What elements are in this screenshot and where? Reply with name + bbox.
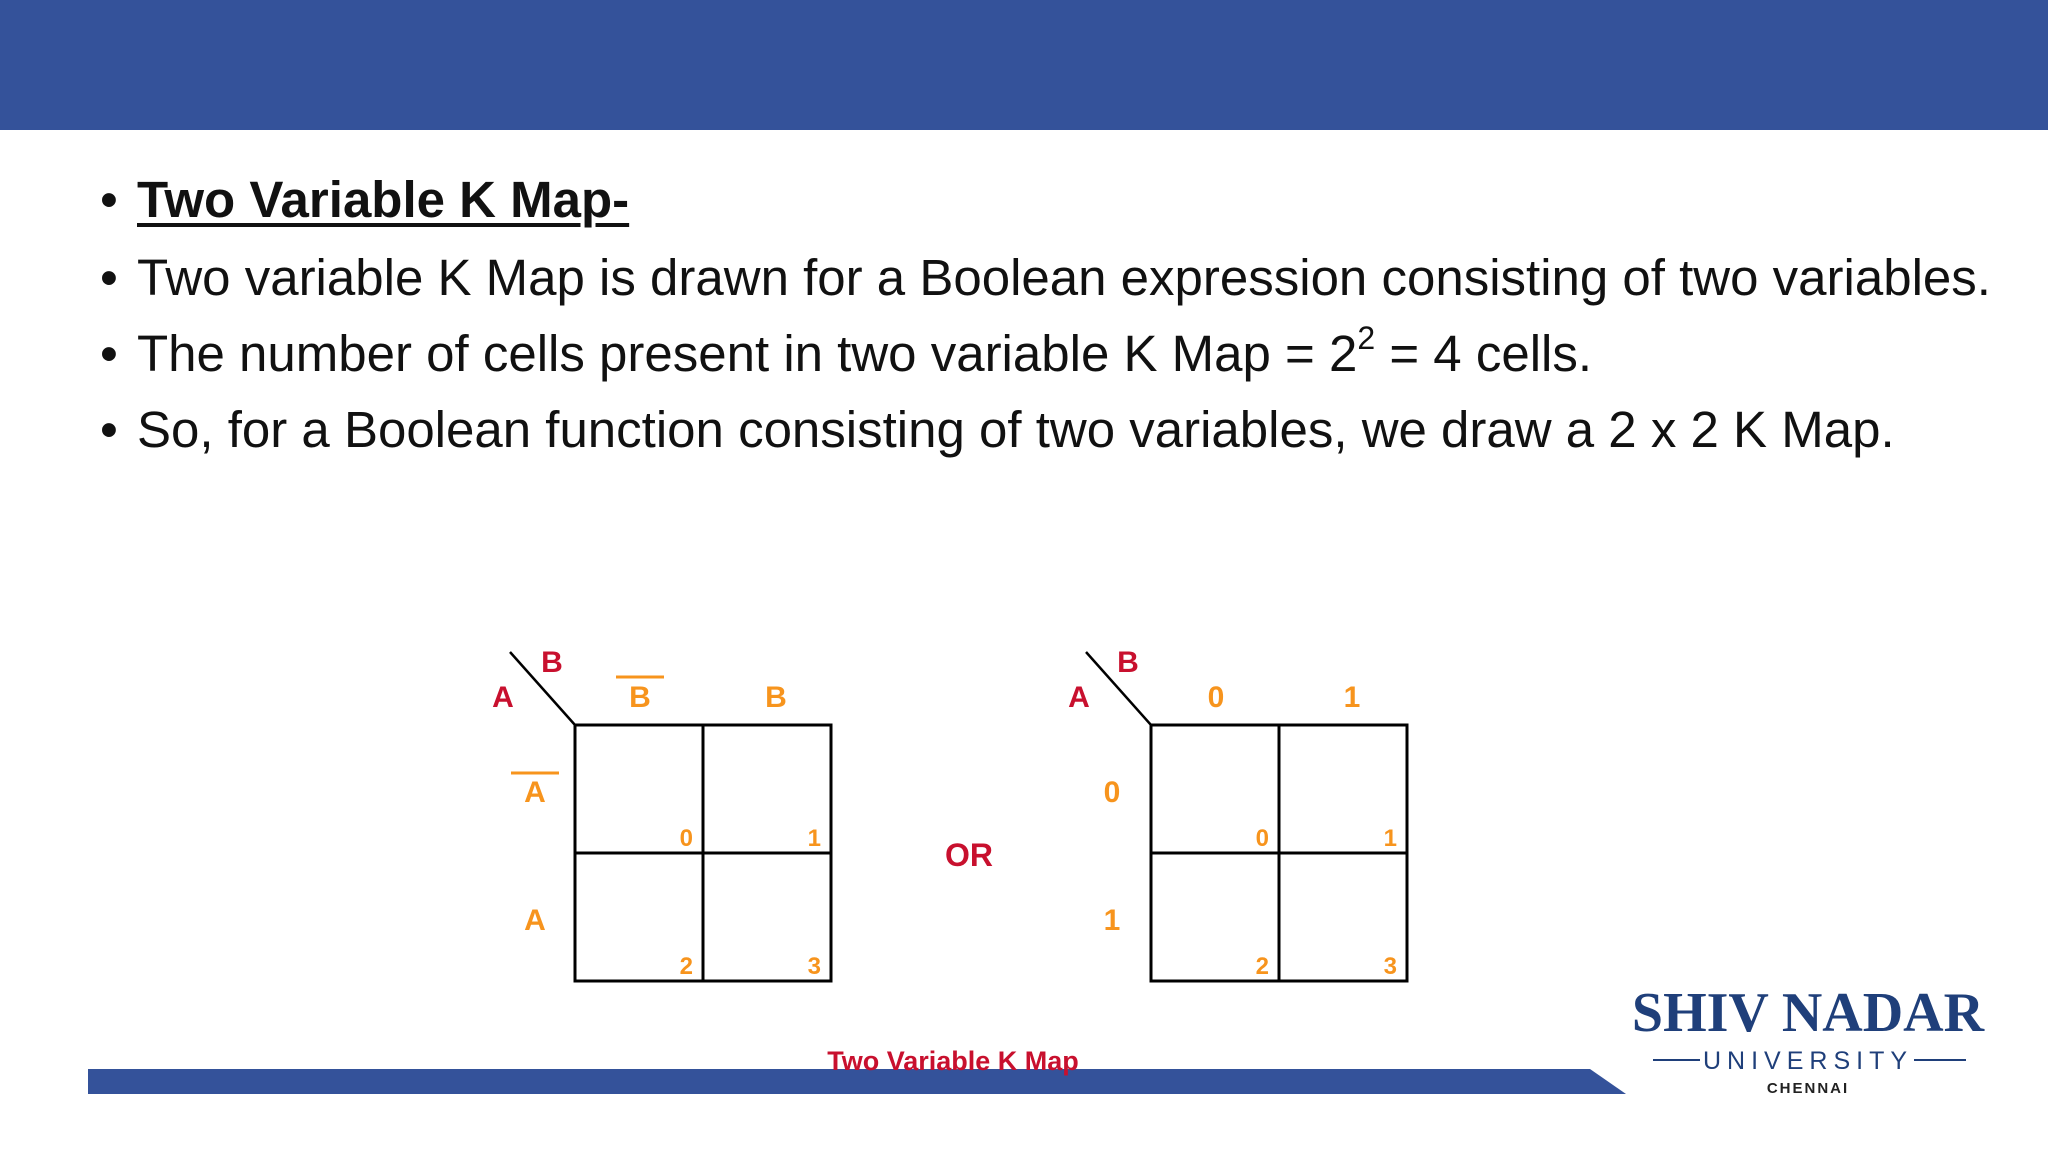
bullet-2-text-end: = 4 cells.: [1375, 325, 1593, 382]
figure-caption: Two Variable K Map: [827, 1046, 1079, 1076]
logo-location: CHENNAI: [1766, 1080, 1850, 1097]
kmap-right-col-var: B: [1117, 646, 1139, 679]
or-separator: OR: [945, 837, 993, 873]
bullet-dot: •: [100, 249, 118, 306]
kmap-right-row-label-0: 0: [1103, 776, 1121, 809]
bullet-dot: •: [100, 401, 118, 458]
bullet-dot: •: [100, 325, 118, 382]
kmap-right-col-label-0: 0: [1207, 681, 1225, 714]
bullet-2-text: The number of cells present in two variable K Map = 2: [137, 325, 1358, 382]
kmap-right-cell-index-0: 0: [1255, 825, 1269, 852]
kmap-left: [492, 646, 831, 981]
kmap-left-col-label-1: B: [765, 681, 787, 714]
kmap-left-cell-index-2: 2: [679, 953, 693, 980]
kmap-right-cell-index-2: 2: [1255, 953, 1269, 980]
kmap-right-cell-index-3: 3: [1383, 953, 1397, 980]
kmap-left-row-var: A: [492, 681, 514, 714]
kmap-right-col-label-1: 1: [1343, 681, 1361, 714]
kmap-right: [1068, 646, 1407, 981]
kmap-right-row-var: A: [1068, 681, 1090, 714]
kmap-right-cell-index-1: 1: [1383, 825, 1397, 852]
bullet-2-exponent: 2: [1357, 320, 1376, 356]
bullet-dot: •: [100, 171, 118, 228]
university-logo: [1632, 982, 1985, 1097]
kmap-right-row-label-1: 1: [1103, 904, 1121, 937]
kmap-left-col-label-0: B: [629, 681, 651, 714]
logo-name: SHIV NADAR: [1631, 982, 1985, 1044]
kmap-left-row-label-0: A: [524, 776, 546, 809]
kmap-left-cell-index-3: 3: [807, 953, 821, 980]
bullet-3-text: So, for a Boolean function consisting of two variables, we draw a 2 x 2 K Map.: [137, 401, 1895, 458]
slide-heading: Two Variable K Map-: [137, 171, 630, 228]
kmap-left-col-var: B: [541, 646, 563, 679]
bullet-1-text: Two variable K Map is drawn for a Boolean expression consisting of two variables.: [137, 249, 1991, 306]
kmap-left-cell-index-1: 1: [807, 825, 821, 852]
kmap-left-row-label-1: A: [524, 904, 546, 937]
kmap-left-cell-index-0: 0: [679, 825, 693, 852]
logo-sub: UNIVERSITY: [1702, 1047, 1914, 1075]
